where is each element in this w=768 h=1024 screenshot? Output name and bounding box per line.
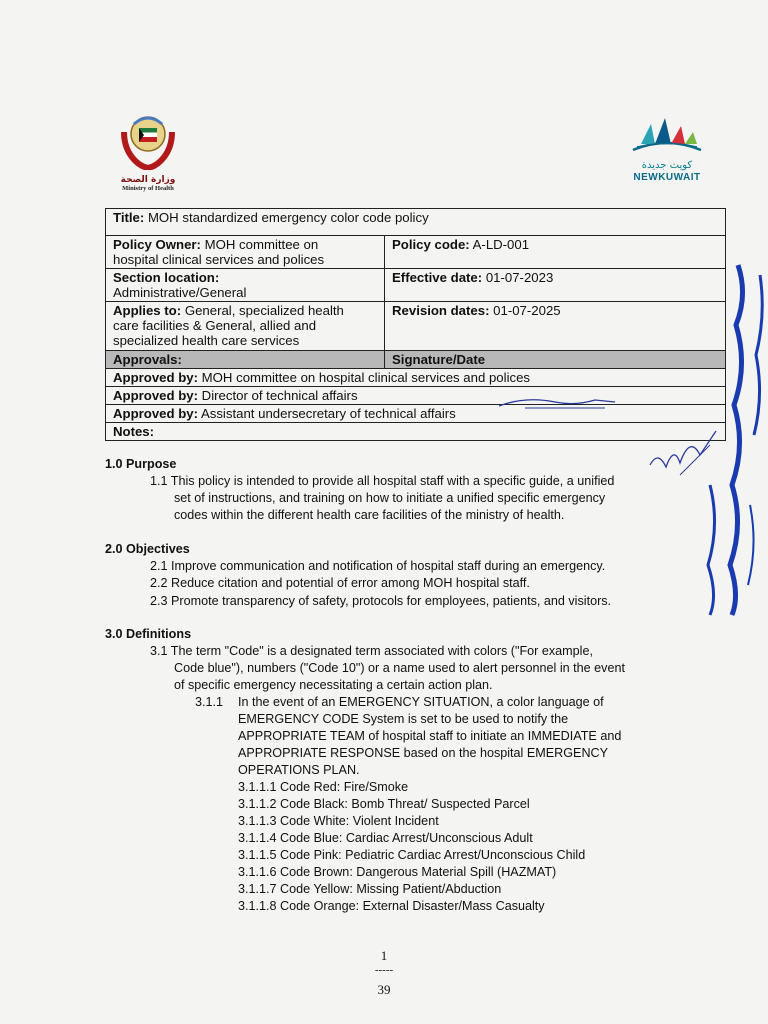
policy-info-table	[105, 208, 726, 441]
new-kuwait-logo	[622, 110, 712, 184]
subsection-3-1-1-line5: OPERATIONS PLAN.	[238, 763, 360, 777]
approved-by-cell-3	[106, 405, 726, 423]
code-list-item: 3.1.1.7 Code Yellow: Missing Patient/Abduction	[238, 882, 502, 896]
effective-date-label: Effective date:	[392, 270, 483, 285]
page-number-separator: -----	[374, 964, 394, 976]
notes-row	[106, 423, 726, 441]
new-kuwait-mark-icon	[627, 110, 707, 155]
policy-code-label: Policy code:	[392, 237, 470, 252]
approved-by-row-1	[106, 369, 726, 387]
definition-line2: Code blue"), numbers ("Code 10") or a name used to alert personnel in the event	[174, 661, 625, 675]
code-list-item: 3.1.1.5 Code Pink: Pediatric Cardiac Arrest/Unconscious Child	[238, 848, 586, 862]
approvals-header-row	[106, 351, 726, 369]
notes-label: Notes:	[106, 423, 726, 441]
applies-label: Applies to:	[113, 303, 182, 318]
owner-value-line1: MOH committee on	[204, 237, 319, 252]
moh-emblem-icon	[116, 110, 180, 170]
approved-by-cell-1	[106, 369, 726, 387]
code-list-item: 3.1.1.1 Code Red: Fire/Smoke	[238, 780, 409, 794]
applies-row	[106, 302, 726, 351]
purpose-paragraph-line2: set of instructions, and training on how to initiate a unified specific emergency	[174, 491, 606, 505]
owner-value-line2: hospital clinical services and polices	[113, 252, 325, 267]
owner-cell	[106, 236, 385, 269]
approved-by-label: Approved by:	[113, 388, 198, 403]
section-cell	[106, 269, 385, 302]
ministry-of-health-logo	[108, 110, 188, 193]
section-value: Administrative/General	[113, 285, 247, 300]
code-list-item: 3.1.1.6 Code Brown: Dangerous Material Spill (HAZMAT)	[238, 865, 557, 879]
subsection-3-1-1-line4: APPROPRIATE RESPONSE based on the hospital EMERGENCY	[238, 746, 609, 760]
approved-by-row-3	[106, 405, 726, 423]
applies-value-line2: care facilities & General, allied and	[113, 318, 317, 333]
purpose-paragraph-line1: 1.1 This policy is intended to provide all hospital staff with a specific guide, a unified	[150, 474, 615, 488]
objective-item: 2.2 Reduce citation and potential of error among MOH hospital staff.	[150, 576, 530, 590]
approvals-header: Approvals:	[106, 351, 385, 369]
policy-code-value: A-LD-001	[472, 237, 530, 252]
revision-date-label: Revision dates:	[392, 303, 490, 318]
code-list-item: 3.1.1.3 Code White: Violent Incident	[238, 814, 439, 828]
section-label: Section location:	[113, 270, 220, 285]
approved-by-value: Assistant undersecretary of technical affairs	[200, 406, 456, 421]
title-cell	[106, 209, 726, 236]
definition-line1: 3.1 The term "Code" is a designated term associated with colors ("For example,	[150, 644, 593, 658]
subsection-number-3-1-1: 3.1.1	[195, 695, 224, 709]
definitions-heading: 3.0 Definitions	[105, 627, 192, 641]
moh-english-name: Ministry of Health	[122, 185, 174, 192]
code-list-item: 3.1.1.4 Code Blue: Cardiac Arrest/Unconscious Adult	[238, 831, 533, 845]
signature-mark-icon	[495, 388, 625, 418]
handwritten-arabic-annotation-icon	[648, 255, 768, 625]
owner-row	[106, 236, 726, 269]
approved-by-cell-2	[106, 387, 726, 405]
page-number: 1	[380, 948, 388, 963]
subsection-3-1-1-line3: APPROPRIATE TEAM of hospital staff to initiate an IMMEDIATE and	[238, 729, 622, 743]
purpose-heading: 1.0 Purpose	[105, 457, 177, 471]
approved-by-label: Approved by:	[113, 370, 198, 385]
moh-arabic-name: وزارة الصحة	[120, 175, 176, 185]
approved-by-label: Approved by:	[113, 406, 198, 421]
new-kuwait-english: NEWKUWAIT	[633, 172, 701, 183]
title-value: MOH standardized emergency color code policy	[147, 210, 429, 225]
new-kuwait-arabic: كويت جديدة	[641, 160, 693, 171]
code-list-item: 3.1.1.2 Code Black: Bomb Threat/ Suspected Parcel	[238, 797, 530, 811]
objective-item: 2.1 Improve communication and notification of hospital staff during an emergency.	[150, 559, 606, 573]
applies-value-line3: specialized health care services	[113, 333, 300, 348]
total-pages: 39	[377, 982, 391, 997]
subsection-3-1-1-line2: EMERGENCY CODE System is set to be used to notify the	[238, 712, 569, 726]
signature-date-header: Signature/Date	[385, 351, 726, 369]
effective-date-value: 01-07-2023	[485, 270, 554, 285]
objective-item: 2.3 Promote transparency of safety, protocols for employees, patients, and visitors.	[150, 594, 612, 608]
purpose-paragraph-line3: codes within the different health care facilities of the ministry of health.	[174, 508, 565, 522]
approved-by-value: MOH committee on hospital clinical services and polices	[201, 370, 531, 385]
title-row	[106, 209, 726, 236]
definition-line3: of specific emergency necessitating a certain action plan.	[174, 678, 493, 692]
applies-value-line1: General, specialized health	[184, 303, 344, 318]
subsection-3-1-1-line1: In the event of an EMERGENCY SITUATION, a color language of	[238, 695, 604, 709]
revision-date-value: 01-07-2025	[493, 303, 561, 318]
applies-cell	[106, 302, 385, 351]
approved-by-value: Director of technical affairs	[201, 388, 358, 403]
section-row	[106, 269, 726, 302]
title-label: Title:	[113, 210, 145, 225]
objectives-heading: 2.0 Objectives	[105, 542, 190, 556]
code-list-item: 3.1.1.8 Code Orange: External Disaster/Mass Casualty	[238, 899, 545, 913]
owner-label: Policy Owner:	[113, 237, 201, 252]
approved-by-row-2	[106, 387, 726, 405]
